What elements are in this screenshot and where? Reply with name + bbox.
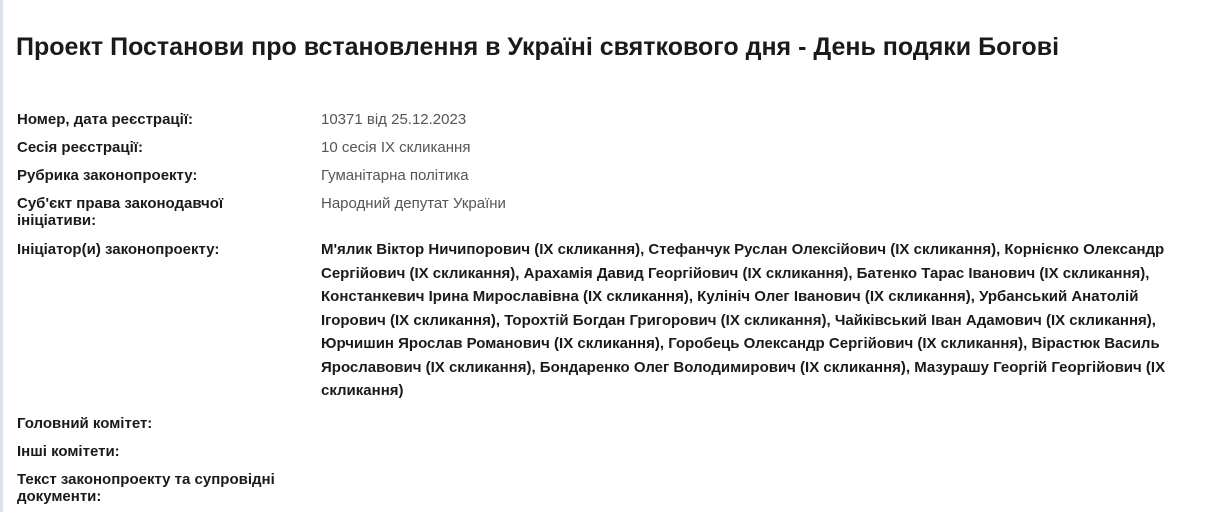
main-committee-label: Головний комітет: — [17, 415, 153, 432]
registration-label: Номер, дата реєстрації: — [17, 111, 194, 128]
rubric-label: Рубрика законопроекту: — [17, 167, 198, 184]
rubric-value: Гуманітарна політика — [321, 167, 469, 184]
documents-label: Текст законопроекту та супровідні документи: — [17, 471, 275, 505]
initiators-list: М'ялик Віктор Ничипорович (IX скликання), Стефанчук Руслан Олексійович (IX скликання), Корнієнко Олександр Сергійович (IX скликання), Арахамія Давид Георгійович (IX скликання), Батенко Тарас Іванович (IX скликання), Констанкевич Ірина Мирославівна (IX скликання), Кулініч Олег Іванович (IX скликання), Урбанський Анатолій Ігорович (IX скликання), Торохтій Богдан Григорович (IX скликання), Чайківський Іван Адамович (IX скликання), Юрчишин Ярослав Романович (IX скликання), Горобець Олександр Сергійович (IX скликання), Вірастюк Василь Ярославович (IX скликання), Бондаренко Олег Володимирович (IX скликання), Мазурашу Георгій Георгійович (IX скликання) — [321, 241, 1166, 399]
page-title: Проект Постанови про встановлення в Україні святкового дня - День подяки Богові — [16, 33, 1060, 61]
initiators-label: Ініціатор(и) законопроекту: — [17, 241, 220, 258]
subject-label: Суб'єкт права законодавчої ініціативи: — [17, 195, 224, 229]
other-committees-label: Інші комітети: — [17, 443, 120, 460]
session-label: Сесія реєстрації: — [17, 139, 143, 156]
left-border — [0, 0, 3, 512]
registration-value: 10371 від 25.12.2023 — [321, 111, 467, 128]
subject-value: Народний депутат України — [321, 195, 506, 212]
session-value: 10 сесія IX скликання — [321, 139, 471, 156]
